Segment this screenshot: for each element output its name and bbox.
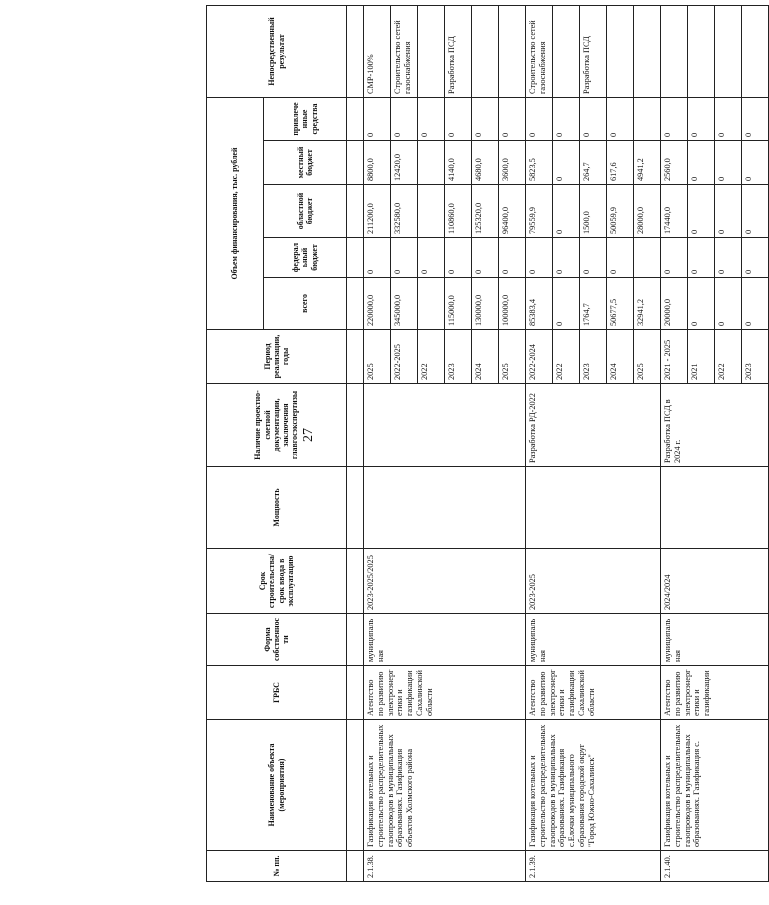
- federal-cell: 0: [553, 238, 580, 278]
- local-cell: 0: [688, 141, 715, 185]
- regional-cell: 0: [742, 185, 769, 238]
- table-row: [364, 5, 391, 881]
- header-grbs: ГРБС: [207, 666, 347, 720]
- construction-term: 2024/2024: [661, 549, 769, 614]
- row-number: 2.1.39.: [526, 851, 661, 882]
- total-cell: 0: [688, 278, 715, 330]
- period-cell: 2022: [715, 330, 742, 384]
- federal-cell: 0: [526, 238, 553, 278]
- period-cell: 2022: [418, 330, 445, 384]
- attracted-cell: [634, 97, 661, 140]
- result-cell: [499, 5, 526, 97]
- federal-cell: 0: [445, 238, 472, 278]
- result-cell: [634, 5, 661, 97]
- row-number: 2.1.40.: [661, 851, 769, 882]
- result-cell: [688, 5, 715, 97]
- local-cell: 8800,0: [364, 141, 391, 185]
- federal-cell: [634, 238, 661, 278]
- capacity-cell: [661, 467, 769, 549]
- result-cell: СМР-100%: [364, 5, 391, 97]
- header-term: Срок строительства/срок ввода в эксплуатацию: [207, 549, 347, 614]
- result-cell: Строительство сетей газоснабжения: [526, 5, 553, 97]
- period-cell: 2024: [607, 330, 634, 384]
- period-cell: 2025: [634, 330, 661, 384]
- object-name: Газификация котельных и строительство распределительных газопроводов в муниципальных образованиях. Газификация с.: [661, 720, 769, 851]
- attracted-cell: 0: [499, 97, 526, 140]
- attracted-cell: 0: [715, 97, 742, 140]
- result-cell: [418, 5, 445, 97]
- header-result: Непосредственный результат: [207, 5, 347, 97]
- attracted-cell: 0: [364, 97, 391, 140]
- total-cell: 85383,4: [526, 278, 553, 330]
- regional-cell: 0: [553, 185, 580, 238]
- header-local: местный бюджет: [264, 141, 347, 185]
- total-cell: 220000,0: [364, 278, 391, 330]
- federal-cell: 0: [364, 238, 391, 278]
- financing-table: [206, 5, 769, 882]
- object-name: Газификация котельных и строительство распределительных газопроводов в муниципальных образованиях. Газификация объектов Холмского района: [364, 720, 526, 851]
- header-power: Мощность: [207, 467, 347, 549]
- blank-row: [347, 5, 364, 881]
- rotated-table-area: [206, 6, 753, 882]
- attracted-cell: 0: [418, 97, 445, 140]
- docs-cell: [364, 384, 526, 467]
- construction-term: 2023-2025/2025: [364, 549, 526, 614]
- attracted-cell: 0: [688, 97, 715, 140]
- federal-cell: 0: [715, 238, 742, 278]
- local-cell: 0: [742, 141, 769, 185]
- header-federal: федеральный бюджет: [264, 238, 347, 278]
- ownership-form: муниципальная: [661, 614, 769, 666]
- attracted-cell: 0: [742, 97, 769, 140]
- regional-cell: 1500,0: [580, 185, 607, 238]
- header-docs: Наличие проектно-сметной документации, заключения главгосэкспертизы: [207, 384, 347, 467]
- federal-cell: 0: [499, 238, 526, 278]
- local-cell: 4140,0: [445, 141, 472, 185]
- grbs-cell: Агентство по развитию электроэнергетики и газификации Сахалинской области: [364, 666, 526, 720]
- attracted-cell: 0: [580, 97, 607, 140]
- attracted-cell: 0: [661, 97, 688, 140]
- local-cell: 0: [553, 141, 580, 185]
- table-body: [347, 5, 769, 881]
- result-cell: Строительство сетей газоснабжения: [391, 5, 418, 97]
- attracted-cell: 0: [607, 97, 634, 140]
- local-cell: 12420,0: [391, 141, 418, 185]
- regional-cell: 50059,9: [607, 185, 634, 238]
- header-regional: областной бюджет: [264, 185, 347, 238]
- result-cell: [472, 5, 499, 97]
- federal-cell: 0: [742, 238, 769, 278]
- local-cell: [418, 141, 445, 185]
- period-cell: 2021 - 2025: [661, 330, 688, 384]
- local-cell: 4941,2: [634, 141, 661, 185]
- total-cell: 32941,2: [634, 278, 661, 330]
- result-cell: Разработка ПСД: [580, 5, 607, 97]
- construction-term: 2023-2025: [526, 549, 661, 614]
- total-cell: 130000,0: [472, 278, 499, 330]
- period-cell: 2022: [553, 330, 580, 384]
- federal-cell: 0: [472, 238, 499, 278]
- local-cell: 5823,5: [526, 141, 553, 185]
- grbs-cell: Агентство по развитию электроэнергетики и газификации Сахалинской области: [526, 666, 661, 720]
- attracted-cell: 0: [391, 97, 418, 140]
- period-cell: 2025: [499, 330, 526, 384]
- federal-cell: 0: [661, 238, 688, 278]
- local-cell: 0: [715, 141, 742, 185]
- total-cell: 0: [715, 278, 742, 330]
- docs-cell: Разработка ПСД в 2024 г.: [661, 384, 769, 467]
- header-name: Наименование объекта (мероприятия): [207, 720, 347, 851]
- result-cell: [715, 5, 742, 97]
- federal-cell: 0: [418, 238, 445, 278]
- period-cell: 2023: [742, 330, 769, 384]
- row-number: 2.1.38.: [364, 851, 526, 882]
- period-cell: 2023: [445, 330, 472, 384]
- header-funding-group: Объем финансирования, тыс. рублей: [207, 97, 264, 329]
- local-cell: 4680,0: [472, 141, 499, 185]
- regional-cell: [418, 185, 445, 238]
- period-cell: 2022-2025: [391, 330, 418, 384]
- period-cell: 2023: [580, 330, 607, 384]
- local-cell: 264,7: [580, 141, 607, 185]
- total-cell: [418, 278, 445, 330]
- local-cell: 2560,0: [661, 141, 688, 185]
- regional-cell: 17440,0: [661, 185, 688, 238]
- result-cell: Разработка ПСД: [445, 5, 472, 97]
- regional-cell: 28000,0: [634, 185, 661, 238]
- total-cell: 1764,7: [580, 278, 607, 330]
- total-cell: 0: [553, 278, 580, 330]
- local-cell: 3600,0: [499, 141, 526, 185]
- federal-cell: 0: [580, 238, 607, 278]
- total-cell: 20000,0: [661, 278, 688, 330]
- federal-cell: 0: [607, 238, 634, 278]
- local-cell: 617,6: [607, 141, 634, 185]
- header-form: Форма собственности: [207, 614, 347, 666]
- total-cell: 100000,0: [499, 278, 526, 330]
- header-total: всего: [264, 278, 347, 330]
- result-cell: [607, 5, 634, 97]
- total-cell: 0: [742, 278, 769, 330]
- object-name: Газификация котельных и строительство распределительных газопроводов в муниципальных образованиях. Газификация с.Елочки муниципального образования городской округ "Город Южно-Сахалинск": [526, 720, 661, 851]
- regional-cell: 79559,9: [526, 185, 553, 238]
- federal-cell: 0: [391, 238, 418, 278]
- attracted-cell: 0: [445, 97, 472, 140]
- regional-cell: 96400,0: [499, 185, 526, 238]
- total-cell: 345000,0: [391, 278, 418, 330]
- capacity-cell: [526, 467, 661, 549]
- result-cell: [661, 5, 688, 97]
- total-cell: 50677,5: [607, 278, 634, 330]
- regional-cell: 110860,0: [445, 185, 472, 238]
- federal-cell: 0: [688, 238, 715, 278]
- attracted-cell: 0: [553, 97, 580, 140]
- regional-cell: 0: [715, 185, 742, 238]
- header-attracted: привлеченные средства: [264, 97, 347, 140]
- page-number-text: 27: [301, 428, 316, 442]
- result-cell: [553, 5, 580, 97]
- table-row: [526, 5, 553, 881]
- attracted-cell: 0: [472, 97, 499, 140]
- period-cell: 2024: [472, 330, 499, 384]
- ownership-form: муниципальная: [526, 614, 661, 666]
- ownership-form: муниципальная: [364, 614, 526, 666]
- capacity-cell: [364, 467, 526, 549]
- period-cell: 2025: [364, 330, 391, 384]
- grbs-cell: Агентство по развитию электроэнергетики и газификации: [661, 666, 769, 720]
- period-cell: 2022-2024: [526, 330, 553, 384]
- docs-cell: Разработка РД-2022: [526, 384, 661, 467]
- attracted-cell: 0: [526, 97, 553, 140]
- total-cell: 115000,0: [445, 278, 472, 330]
- header-period: Период реализации, годы: [207, 330, 347, 384]
- period-cell: 2021: [688, 330, 715, 384]
- regional-cell: 125320,0: [472, 185, 499, 238]
- regional-cell: 211200,0: [364, 185, 391, 238]
- regional-cell: 0: [688, 185, 715, 238]
- header-num: № пп.: [207, 851, 347, 882]
- result-cell: [742, 5, 769, 97]
- table-row: [661, 5, 688, 881]
- regional-cell: 332580,0: [391, 185, 418, 238]
